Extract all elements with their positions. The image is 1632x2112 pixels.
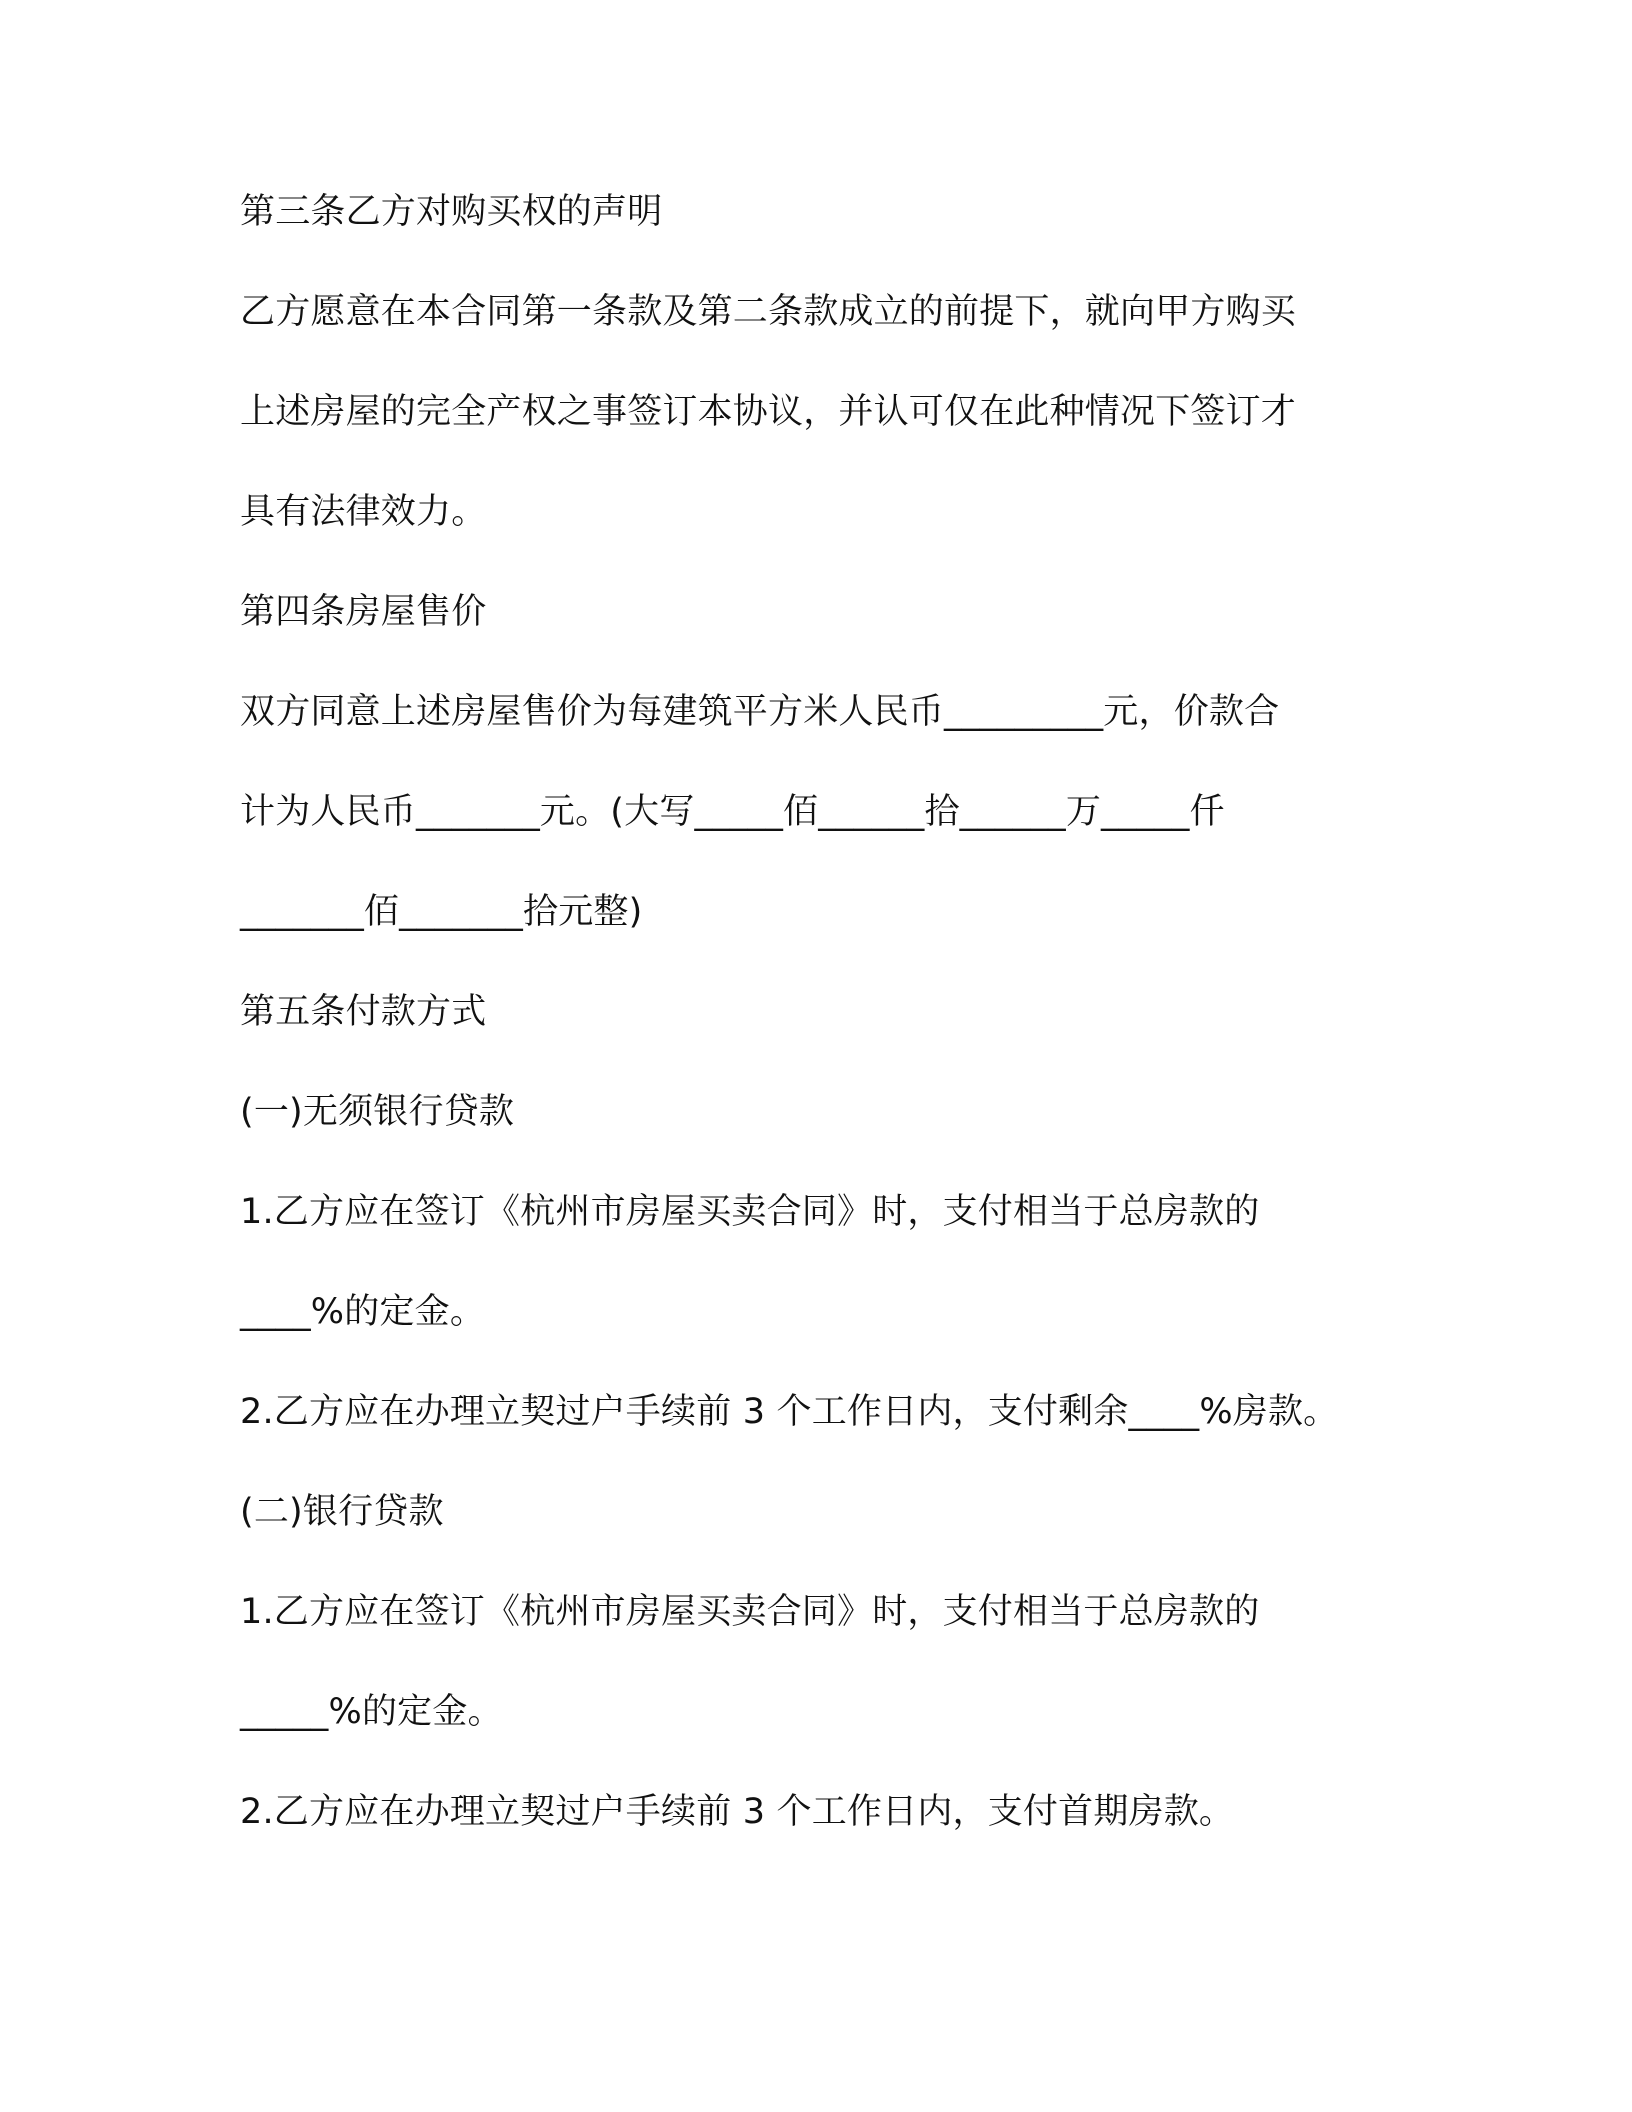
article-4-text-line-1: 双方同意上述房屋售价为每建筑平方米人民币_________元，价款合: [240, 692, 1280, 732]
article-5-heading: 第五条付款方式: [240, 992, 487, 1032]
article-4-text-line-3: _______佰_______拾元整): [240, 892, 643, 932]
article-3-text-line-1: 乙方愿意在本合同第一条款及第二条款成立的前提下，就向甲方购买: [240, 292, 1297, 332]
article-3-heading: 第三条乙方对购买权的声明: [240, 192, 663, 232]
article-3-text-line-2: 上述房屋的完全产权之事签订本协议，并认可仅在此种情况下签订才: [240, 392, 1297, 432]
bank-loan-item-1-line-2: _____%的定金。: [240, 1692, 503, 1732]
article-4-text-line-2: 计为人民币_______元。(大写_____佰______拾______万_____仟: [240, 792, 1225, 832]
article-3-text-line-3: 具有法律效力。: [240, 492, 487, 532]
section-no-loan-heading: (一)无须银行贷款: [240, 1092, 515, 1132]
no-loan-item-1-line-1: 1.乙方应在签订《杭州市房屋买卖合同》时，支付相当于总房款的: [240, 1192, 1260, 1232]
section-bank-loan-heading: (二)银行贷款: [240, 1492, 444, 1532]
no-loan-item-1-line-2: ____%的定金。: [240, 1292, 486, 1332]
bank-loan-item-2: 2.乙方应在办理立契过户手续前 3 个工作日内，支付首期房款。: [240, 1792, 1235, 1832]
bank-loan-item-1-line-1: 1.乙方应在签订《杭州市房屋买卖合同》时，支付相当于总房款的: [240, 1592, 1260, 1632]
article-4-heading: 第四条房屋售价: [240, 592, 487, 632]
no-loan-item-2: 2.乙方应在办理立契过户手续前 3 个工作日内，支付剩余____%房款。: [240, 1392, 1339, 1432]
